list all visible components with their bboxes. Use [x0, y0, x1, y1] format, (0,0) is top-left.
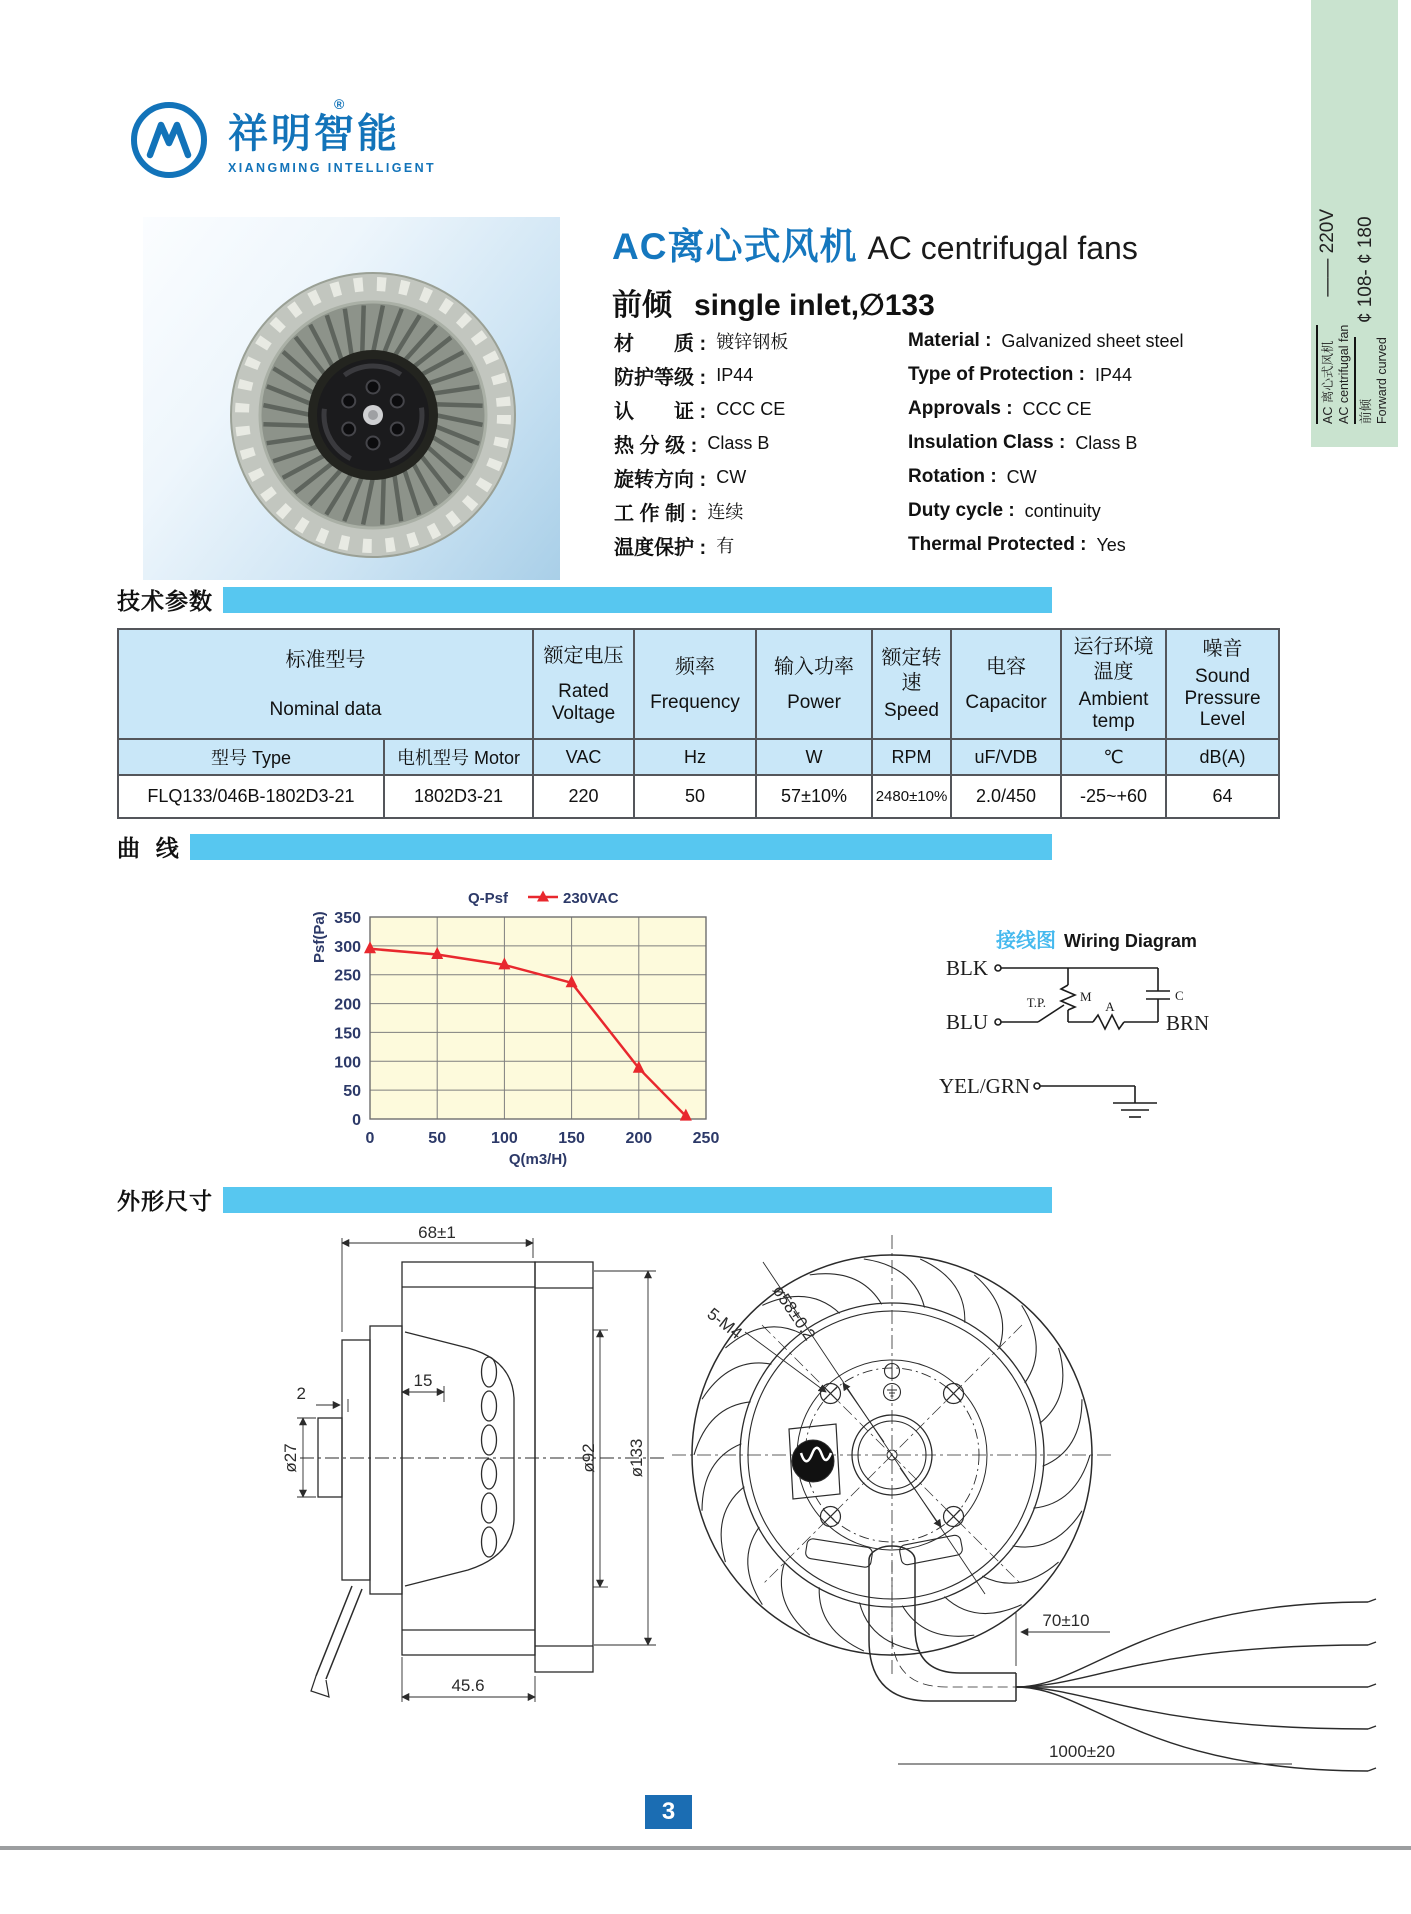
dim-mounting-screws: 5-M4 — [703, 1304, 746, 1343]
svg-text:50: 50 — [428, 1130, 447, 1147]
wiring-diagram-title: 接线图 Wiring Diagram — [996, 930, 1197, 952]
dim-gap: 2 — [296, 1384, 306, 1403]
page-subtitle-cn: 前倾 — [612, 289, 672, 322]
wire-label-brn: BRN — [1166, 1011, 1210, 1035]
svg-text:250: 250 — [692, 1130, 720, 1147]
section-header-curve: 曲 线 — [117, 830, 1052, 863]
svg-text:250: 250 — [334, 967, 361, 985]
registered-mark: ® — [334, 96, 345, 112]
brand-name-cn: 祥明智能 — [228, 112, 400, 156]
dim-bolt-circle-dia: ø58±0.2 — [768, 1281, 820, 1344]
section-bar — [223, 1187, 1052, 1213]
side-tab-series — [1316, 52, 1354, 424]
side-tab-type-range: ¢ 108- ¢ 180 — [1355, 216, 1376, 324]
spec-list-en — [908, 324, 1184, 562]
dim-cable-length: 1000±20 — [1048, 1742, 1116, 1761]
table-subheader-row: 型号 Type 电机型号 Motor VAC Hz W RPM uF/VDB ℃ dB(A) — [118, 739, 1279, 775]
footer-rule — [0, 1846, 1411, 1850]
spec-row: 材 质 : 镀锌钢板 — [614, 332, 789, 355]
capacitor-label: C — [1175, 988, 1184, 1003]
spec-row: Rotation : CW — [908, 466, 1037, 487]
dim-drum-width: 45.6 — [451, 1676, 485, 1695]
svg-text:50: 50 — [343, 1083, 361, 1101]
svg-text:100: 100 — [334, 1054, 361, 1072]
section-bar — [223, 587, 1052, 613]
thermal-protector-label: T.P. — [1026, 995, 1046, 1010]
spec-row: Type of Protection : IP44 — [908, 364, 1133, 385]
page-number: 3 — [645, 1795, 692, 1829]
svg-text:0: 0 — [365, 1130, 375, 1147]
side-view-drawing — [300, 1262, 668, 1697]
page-subtitle-en: single inlet,∅133 — [694, 289, 935, 322]
wire-label-blk: BLK — [946, 956, 988, 980]
chart-x-axis-label: Q(m3/H) — [508, 1151, 568, 1168]
section-header-dimensions: 外形尺寸 — [117, 1183, 1052, 1216]
wire-label-yelgrn: YEL/GRN — [939, 1074, 1030, 1098]
aux-winding-label: A — [1105, 999, 1115, 1014]
spec-row: Thermal Protected : Yes — [908, 534, 1126, 555]
page-title-cn: AC离心式风机 — [612, 226, 858, 267]
svg-text:0: 0 — [352, 1112, 361, 1129]
dim-inlet-depth: 15 — [413, 1371, 433, 1390]
tech-params-table — [117, 628, 1280, 819]
spec-row: Insulation Class : Class B — [908, 432, 1138, 453]
brand-name-en: XIANGMING INTELLIGENT — [228, 161, 437, 175]
svg-text:200: 200 — [625, 1130, 653, 1147]
chart-legend — [528, 890, 619, 907]
legend-series-label: 230VAC — [563, 890, 619, 907]
page-title — [612, 216, 1138, 270]
dimension-drawings — [180, 1215, 1391, 1814]
side-view-dimensions — [297, 1238, 656, 1702]
main-winding-label: M — [1080, 989, 1092, 1004]
spec-row: 防护等级 : IP44 — [614, 364, 754, 389]
spec-row: 温度保护 : 有 — [614, 536, 735, 559]
svg-text:300: 300 — [334, 938, 361, 956]
section-header-tech-params: 技术参数 — [117, 583, 1052, 616]
brand-logo — [126, 96, 436, 184]
product-photo — [143, 217, 560, 580]
front-view-drawing — [672, 1235, 1376, 1771]
spec-row: Material : Galvanized sheet steel — [908, 330, 1184, 351]
chart-y-axis-label: Psf(Pa) — [311, 911, 328, 963]
svg-text:150: 150 — [558, 1130, 585, 1147]
svg-text:150: 150 — [334, 1025, 361, 1043]
table-header-row: 标准型号 Nominal data 额定电压 Rated Voltage 频率 Frequency 输入功率 Power 额定转速 Speed 电容 Capacitor 运行环境温度 Ambient temp 噪音 Sound Pressure Level — [118, 629, 1279, 739]
side-tab-type — [1354, 174, 1392, 424]
fan-illustration — [143, 217, 560, 580]
dim-impeller-dia: ø133 — [627, 1438, 646, 1478]
side-tab-series-label: AC 离心式风机 AC centrifugal fan — [1316, 325, 1353, 424]
spec-row: 热 分 级 : Class B — [614, 432, 770, 457]
section-bar — [190, 834, 1052, 860]
svg-text:350: 350 — [334, 910, 361, 927]
dim-cable-offset: 70±10 — [1042, 1611, 1090, 1630]
side-tab-series-voltage: —— 220V — [1317, 208, 1338, 297]
page-title-en: AC centrifugal fans — [867, 230, 1138, 266]
spec-row: 工 作 制 : 连续 — [614, 502, 744, 525]
table-data-row: FLQ133/046B-1802D3-21 1802D3-21 220 50 57±10% 2480±10% 2.0/450 -25~+60 64 — [118, 775, 1279, 818]
spec-row: 旋转方向 : CW — [614, 466, 747, 491]
chart-title: Q-Psf — [467, 890, 508, 907]
dim-depth-total: 68±1 — [418, 1223, 456, 1242]
spec-row: Approvals : CCC CE — [908, 398, 1092, 419]
side-tab-type-label: 前倾 Forward curved — [1354, 337, 1391, 424]
spec-row: Duty cycle : continuity — [908, 500, 1101, 521]
dim-shaft-dia: ø27 — [281, 1443, 300, 1473]
dim-inlet-dia: ø92 — [579, 1443, 598, 1473]
wiring-diagram — [930, 955, 1290, 1140]
page-subtitle — [612, 280, 1138, 324]
svg-text:100: 100 — [491, 1130, 518, 1147]
svg-text:200: 200 — [334, 996, 361, 1014]
spec-row: 认 证 : CCC CE — [614, 398, 786, 423]
performance-chart — [300, 880, 730, 1180]
wire-label-blu: BLU — [946, 1010, 988, 1034]
spec-list-cn — [614, 324, 788, 562]
